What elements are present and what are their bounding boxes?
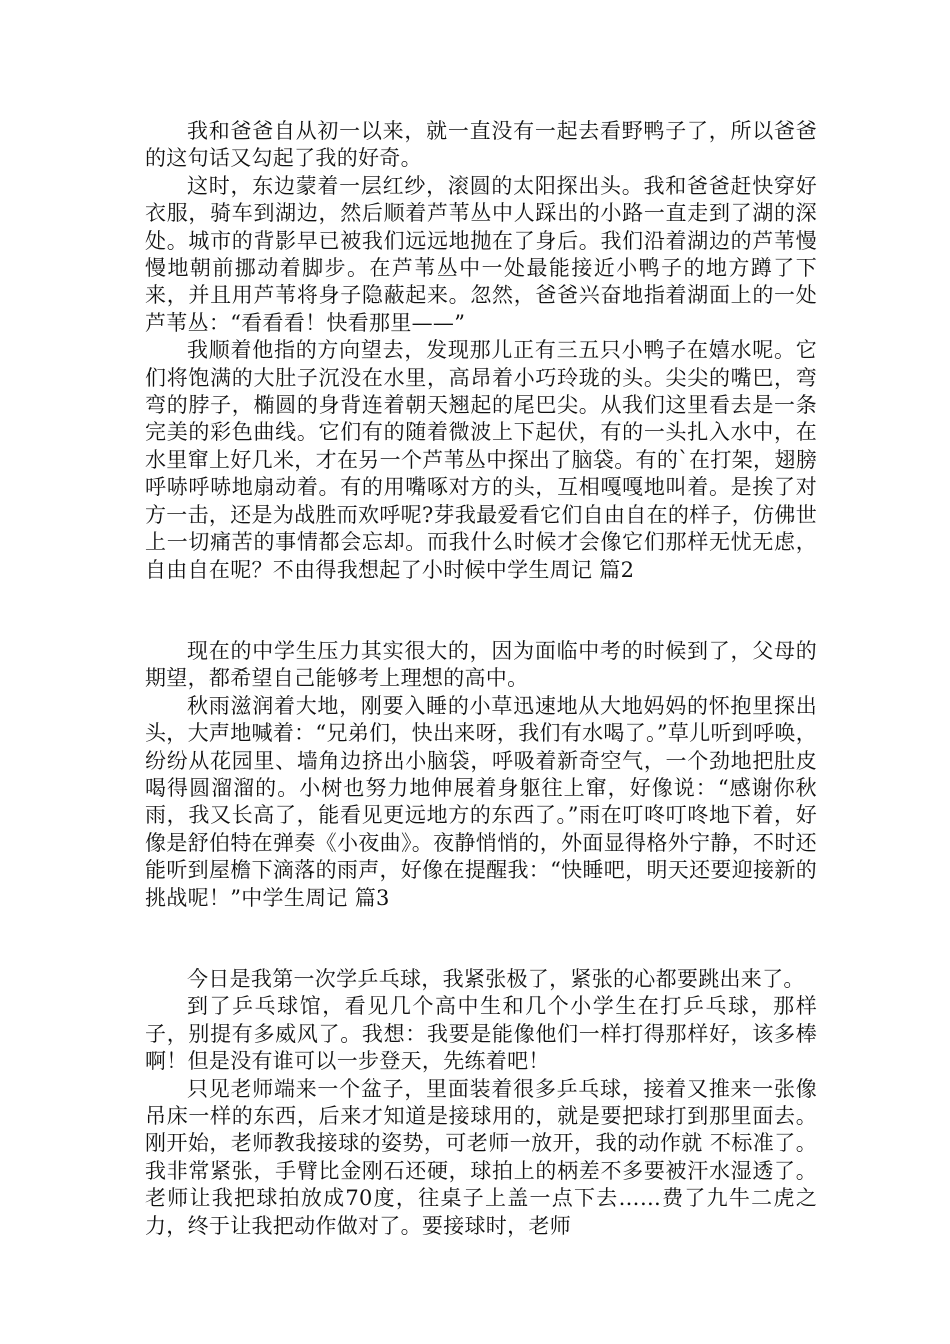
paragraph: 今日是我第一次学乒乓球，我紧张极了，紧张的心都要跳出来了。	[187, 966, 805, 991]
paragraph: 到了乒乓球馆，看见几个高中生和几个小学生在打乒乓球，那样子，别提有多威风了。我想：我要是能像他们一样打得那样好，该多棒啊！但是没有谁可以一步登天，先练着吧！	[145, 994, 817, 1074]
paragraph: 这时，东边蒙着一层红纱，滚圆的太阳探出头。我和爸爸赶快穿好衣服，骑车到湖边，然后顺着芦苇丛中人踩出的小路一直走到了湖的深处。城市的背影早已被我们远远地抛在了身后。我们沿着湖边的芦苇慢慢地朝前挪动着脚步。在芦苇丛中一处最能接近小鸭子的地方蹲了下来，并且用芦苇将身子隐蔽起来。忽然，爸爸兴奋地指着湖面上的一处芦苇丛：“看看看！快看那里——”	[145, 173, 817, 335]
paragraph: 秋雨滋润着大地，刚要入睡的小草迅速地从大地妈妈的怀抱里探出头，大声地喊着：“兄弟们，快出来呀，我们有水喝了。”草儿听到呼唤，纷纷从花园里、墙角边挤出小脑袋，呼吸着新奇空气，一个劲地把肚皮喝得圆溜溜的。小树也努力地伸展着身躯往上窜，好像说：“感谢你秋雨，我又长高了，能看见更远地方的东西了。”雨在叮咚叮咚地下着，好像是舒伯特在弹奏《小夜曲》。夜静悄悄的，外面显得格外宁静，不时还能听到屋檐下滴落的雨声，好像在提醒我：“快睡吧，明天还要迎接新的挑战呢！”中学生周记 篇3	[145, 693, 817, 910]
paragraph: 只见老师端来一个盆子，里面装着很多乒乓球，接着又推来一张像吊床一样的东西，后来才知道是接球用的，就是要把球打到那里面去。刚开始，老师教我接球的姿势，可老师一放开，我的动作就 不标准了。我非常紧张，手臂比金刚石还硬，球拍上的柄差不多要被汗水湿透了。老师让我把球拍放成70度，往桌子上盖一点下去……费了九牛二虎之力，终于让我把动作做对了。要接球时，老师	[145, 1076, 817, 1238]
section-gap	[145, 584, 817, 638]
paragraph: 我和爸爸自从初一以来，就一直没有一起去看野鸭子了，所以爸爸的这句话又勾起了我的好奇。	[145, 119, 817, 171]
document-body	[145, 118, 817, 1240]
paragraph: 我顺着他指的方向望去，发现那儿正有三五只小鸭子在嬉水呢。它们将饱满的大肚子沉没在水里，高昂着小巧玲珑的头。尖尖的嘴巴，弯弯的脖子，椭圆的身背连着朝天翘起的尾巴尖。从我们这里看去是一条完美的彩色曲线。它们有的随着微波上下起伏，有的一头扎入水中，在水里窜上好几米，才在另一个芦苇丛中探出了脑袋。有的`在打架，翅膀呼哧呼哧地扇动着。有的用嘴啄对方的头，互相嘎嘎地叫着。是挨了对方一击，还是为战胜而欢呼呢?芽我最爱看它们自由自在的样子，仿佛世上一切痛苦的事情都会忘却。而我什么时候才会像它们那样无忧无虑，自由自在呢？不由得我想起了小时候中学生周记 篇2	[145, 338, 817, 582]
paragraph: 现在的中学生压力其实很大的，因为面临中考的时候到了，父母的期望，都希望自己能够考上理想的高中。	[145, 638, 817, 691]
section-gap	[145, 912, 817, 966]
